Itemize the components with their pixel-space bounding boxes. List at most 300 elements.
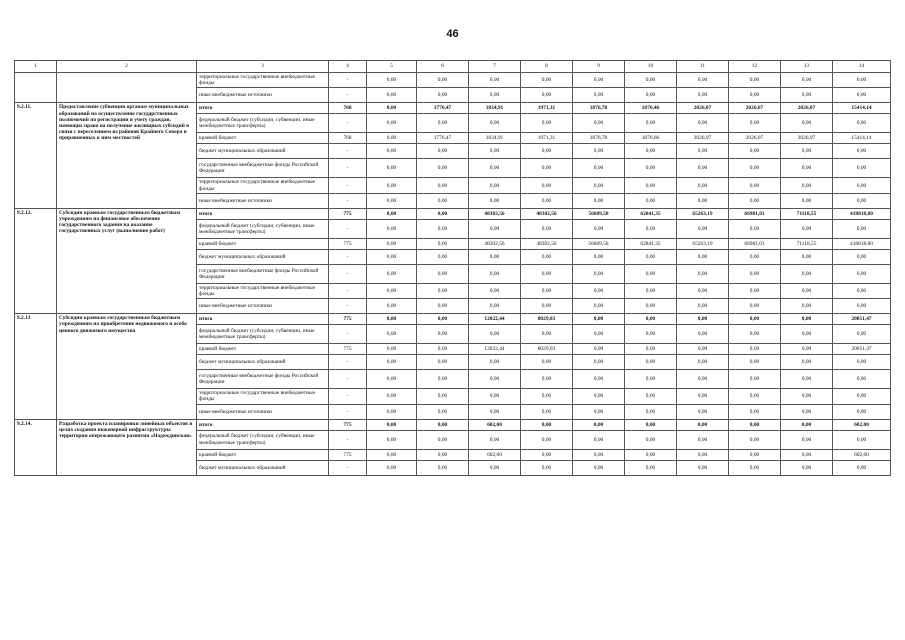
grbs-code-cell: - <box>329 144 367 159</box>
amount-cell: 0,00 <box>417 208 469 219</box>
funding-source: итого <box>197 419 329 430</box>
amount-cell: 0,00 <box>833 283 891 298</box>
funding-source: бюджет муниципальных образований <box>197 249 329 264</box>
amount-cell: 0,00 <box>367 430 417 449</box>
amount-cell: 1876,66 <box>625 133 677 144</box>
amount-cell: 0,00 <box>833 159 891 178</box>
amount-cell: 56609,58 <box>573 208 625 219</box>
funding-source: иные внебюджетные источники <box>197 299 329 314</box>
amount-cell: 0,00 <box>677 355 729 370</box>
amount-cell: 12022,44 <box>469 314 521 325</box>
funding-source: краевой бюджет <box>197 238 329 249</box>
amount-cell: 418818,80 <box>833 238 891 249</box>
amount-cell: 0,00 <box>781 419 833 430</box>
funding-source: краевой бюджет <box>197 344 329 355</box>
amount-cell: 0,00 <box>573 389 625 404</box>
grbs-code-cell: - <box>329 114 367 133</box>
grbs-code-cell: - <box>329 355 367 370</box>
amount-cell: 0,00 <box>781 449 833 460</box>
amount-cell: 0,00 <box>521 460 573 475</box>
amount-cell: 0,00 <box>417 88 469 103</box>
amount-cell: 1971,31 <box>521 103 573 114</box>
amount-cell: 0,00 <box>677 460 729 475</box>
amount-cell: 0,00 <box>469 283 521 298</box>
grbs-code-cell: - <box>329 159 367 178</box>
amount-cell: 0,00 <box>781 299 833 314</box>
column-header-row <box>15 61 891 73</box>
measure-description <box>57 73 197 103</box>
amount-cell: 0,00 <box>729 449 781 460</box>
amount-cell: 0,00 <box>521 88 573 103</box>
grbs-code-cell: 775 <box>329 314 367 325</box>
amount-cell: 0,00 <box>833 404 891 419</box>
amount-cell: 602,00 <box>833 449 891 460</box>
amount-cell: 0,00 <box>781 178 833 193</box>
amount-cell: 62841,35 <box>625 238 677 249</box>
amount-cell: 602,00 <box>833 419 891 430</box>
grbs-code-cell: - <box>329 249 367 264</box>
amount-cell: 0,00 <box>367 249 417 264</box>
amount-cell: 0,00 <box>573 193 625 208</box>
amount-cell: 0,00 <box>729 370 781 389</box>
measure-code: 9.2.12. <box>15 208 57 313</box>
amount-cell: 1971,31 <box>521 133 573 144</box>
measure-description: Разработка проекта планировки линейных объектов в целях создания инженерной инфраструктуры территории опережающего развития «Надеждинская» <box>57 419 197 475</box>
column-header: 13 <box>781 61 833 73</box>
amount-cell: 0,00 <box>367 370 417 389</box>
funding-source: итого <box>197 103 329 114</box>
amount-cell: 1834,91 <box>469 103 521 114</box>
amount-cell: 0,00 <box>729 355 781 370</box>
page-number: 46 <box>446 28 459 40</box>
amount-cell: 0,00 <box>367 159 417 178</box>
amount-cell: 0,00 <box>625 264 677 283</box>
funding-source: федеральный бюджет (субсидии, субвенции, иные межбюджетные трансферты) <box>197 430 329 449</box>
amount-cell: 0,00 <box>417 144 469 159</box>
amount-cell: 0,00 <box>573 264 625 283</box>
amount-cell: 0,00 <box>625 219 677 238</box>
funding-source: территориальные государственные внебюджетные фонды <box>197 283 329 298</box>
amount-cell: 62841,35 <box>625 208 677 219</box>
column-header: 7 <box>469 61 521 73</box>
amount-cell: 0,00 <box>625 344 677 355</box>
funding-source: федеральный бюджет (субсидии, субвенции, иные межбюджетные трансферты) <box>197 219 329 238</box>
funding-source: бюджет муниципальных образований <box>197 144 329 159</box>
amount-cell: 0,00 <box>833 370 891 389</box>
grbs-code-cell: - <box>329 219 367 238</box>
amount-cell: 0,00 <box>469 144 521 159</box>
column-header: 12 <box>729 61 781 73</box>
amount-cell: 66981,01 <box>729 208 781 219</box>
grbs-code-cell: 775 <box>329 238 367 249</box>
amount-cell: 0,00 <box>417 264 469 283</box>
amount-cell: 0,00 <box>625 114 677 133</box>
amount-cell: 0,00 <box>677 430 729 449</box>
funding-source: государственные внебюджетные фонды Российской Федерации <box>197 370 329 389</box>
amount-cell: 0,00 <box>677 264 729 283</box>
column-header: 11 <box>677 61 729 73</box>
amount-cell: 0,00 <box>367 419 417 430</box>
amount-cell: 0,00 <box>729 159 781 178</box>
amount-cell: 0,00 <box>625 88 677 103</box>
amount-cell: 0,00 <box>833 178 891 193</box>
amount-cell: 0,00 <box>781 219 833 238</box>
amount-cell: 48302,56 <box>521 208 573 219</box>
amount-cell: 0,00 <box>677 159 729 178</box>
amount-cell: 0,00 <box>729 460 781 475</box>
amount-cell: 20051,47 <box>833 344 891 355</box>
amount-cell: 0,00 <box>469 404 521 419</box>
amount-cell: 0,00 <box>367 178 417 193</box>
amount-cell: 0,00 <box>417 219 469 238</box>
amount-cell: 0,00 <box>729 344 781 355</box>
amount-cell: 48302,56 <box>469 208 521 219</box>
amount-cell: 0,00 <box>573 114 625 133</box>
amount-cell: 0,00 <box>573 144 625 159</box>
amount-cell: 0,00 <box>833 430 891 449</box>
amount-cell: 0,00 <box>367 103 417 114</box>
amount-cell: 0,00 <box>729 389 781 404</box>
amount-cell: 0,00 <box>729 314 781 325</box>
funding-source: краевой бюджет <box>197 133 329 144</box>
amount-cell: 0,00 <box>469 193 521 208</box>
amount-cell: 0,00 <box>833 460 891 475</box>
amount-cell: 0,00 <box>677 449 729 460</box>
measure-description: Субсидии краевым государственным бюджетным учреждениям на финансовое обеспечение государственного задания на оказание государственных услуг (выполнение работ) <box>57 208 197 313</box>
table-row <box>15 208 891 219</box>
amount-cell: 0,00 <box>729 283 781 298</box>
amount-cell: 1776,47 <box>417 133 469 144</box>
column-header: 14 <box>833 61 891 73</box>
amount-cell: 65263,19 <box>677 238 729 249</box>
amount-cell: 0,00 <box>417 460 469 475</box>
amount-cell: 48302,56 <box>521 238 573 249</box>
amount-cell: 0,00 <box>573 344 625 355</box>
amount-cell: 0,00 <box>781 344 833 355</box>
amount-cell: 0,00 <box>469 88 521 103</box>
column-header: 6 <box>417 61 469 73</box>
amount-cell: 0,00 <box>677 419 729 430</box>
amount-cell: 0,00 <box>625 325 677 344</box>
amount-cell: 0,00 <box>521 219 573 238</box>
amount-cell: 0,00 <box>573 73 625 88</box>
funding-source: территориальные государственные внебюджетные фонды <box>197 178 329 193</box>
amount-cell: 0,00 <box>367 404 417 419</box>
amount-cell: 0,00 <box>781 88 833 103</box>
amount-cell: 0,00 <box>367 208 417 219</box>
amount-cell: 0,00 <box>573 370 625 389</box>
amount-cell: 0,00 <box>521 159 573 178</box>
column-header: 3 <box>197 61 329 73</box>
amount-cell: 8029,03 <box>521 314 573 325</box>
amount-cell: 0,00 <box>573 419 625 430</box>
amount-cell: 0,00 <box>469 389 521 404</box>
amount-cell: 0,00 <box>521 299 573 314</box>
amount-cell: 0,00 <box>729 88 781 103</box>
amount-cell: 0,00 <box>367 449 417 460</box>
table-body <box>15 73 891 476</box>
amount-cell: 0,00 <box>833 325 891 344</box>
amount-cell: 0,00 <box>677 88 729 103</box>
column-header: 1 <box>15 61 57 73</box>
amount-cell: 0,00 <box>367 264 417 283</box>
measure-code: 9.2.14. <box>15 419 57 475</box>
funding-source: государственные внебюджетные фонды Российской Федерации <box>197 264 329 283</box>
amount-cell: 8029,03 <box>521 344 573 355</box>
amount-cell: 0,00 <box>677 299 729 314</box>
amount-cell: 0,00 <box>417 299 469 314</box>
amount-cell: 0,00 <box>367 144 417 159</box>
amount-cell: 0,00 <box>729 249 781 264</box>
amount-cell: 0,00 <box>833 114 891 133</box>
amount-cell: 0,00 <box>417 389 469 404</box>
grbs-code-cell: - <box>329 178 367 193</box>
amount-cell: 0,00 <box>521 325 573 344</box>
amount-cell: 0,00 <box>521 389 573 404</box>
amount-cell: 2026,07 <box>729 103 781 114</box>
amount-cell: 0,00 <box>521 193 573 208</box>
amount-cell: 0,00 <box>625 430 677 449</box>
amount-cell: 0,00 <box>625 389 677 404</box>
grbs-code-cell: - <box>329 389 367 404</box>
amount-cell: 2026,07 <box>729 133 781 144</box>
amount-cell: 0,00 <box>677 219 729 238</box>
amount-cell: 0,00 <box>367 299 417 314</box>
grbs-code-cell: - <box>329 460 367 475</box>
amount-cell: 0,00 <box>521 370 573 389</box>
amount-cell: 0,00 <box>469 114 521 133</box>
amount-cell: 2026,07 <box>677 133 729 144</box>
amount-cell: 0,00 <box>677 325 729 344</box>
amount-cell: 0,00 <box>367 219 417 238</box>
amount-cell: 0,00 <box>417 114 469 133</box>
amount-cell: 0,00 <box>521 283 573 298</box>
amount-cell: 0,00 <box>729 144 781 159</box>
amount-cell: 602,00 <box>469 449 521 460</box>
amount-cell: 66981,01 <box>729 238 781 249</box>
amount-cell: 0,00 <box>417 430 469 449</box>
amount-cell: 0,00 <box>469 299 521 314</box>
funding-source: федеральный бюджет (субсидии, субвенции, иные межбюджетные трансферты) <box>197 325 329 344</box>
column-header: 8 <box>521 61 573 73</box>
amount-cell: 1876,78 <box>573 133 625 144</box>
amount-cell: 0,00 <box>367 238 417 249</box>
measure-description: Субсидии краевым государственным бюджетным учреждениям на приобретение недвижимого и особо ценного движимого имущества <box>57 314 197 419</box>
grbs-code-cell: 768 <box>329 133 367 144</box>
amount-cell: 0,00 <box>833 299 891 314</box>
funding-source: бюджет муниципальных образований <box>197 355 329 370</box>
column-header: 10 <box>625 61 677 73</box>
amount-cell: 0,00 <box>781 264 833 283</box>
amount-cell: 0,00 <box>781 159 833 178</box>
amount-cell: 0,00 <box>417 159 469 178</box>
funding-source: территориальные государственные внебюджетные фонды <box>197 389 329 404</box>
amount-cell: 0,00 <box>833 219 891 238</box>
amount-cell: 0,00 <box>521 355 573 370</box>
grbs-code-cell: - <box>329 73 367 88</box>
funding-source: иные внебюджетные источники <box>197 404 329 419</box>
amount-cell: 0,00 <box>367 88 417 103</box>
amount-cell: 0,00 <box>417 344 469 355</box>
amount-cell: 0,00 <box>521 449 573 460</box>
amount-cell: 0,00 <box>417 238 469 249</box>
amount-cell: 1834,91 <box>469 133 521 144</box>
amount-cell: 0,00 <box>677 404 729 419</box>
amount-cell: 0,00 <box>781 370 833 389</box>
amount-cell: 0,00 <box>573 460 625 475</box>
table-row <box>15 314 891 325</box>
amount-cell: 0,00 <box>625 314 677 325</box>
amount-cell: 0,00 <box>469 430 521 449</box>
column-header: 2 <box>57 61 197 73</box>
amount-cell: 0,00 <box>833 389 891 404</box>
grbs-code-cell: - <box>329 404 367 419</box>
amount-cell: 0,00 <box>781 114 833 133</box>
amount-cell: 2026,07 <box>781 103 833 114</box>
amount-cell: 1776,47 <box>417 103 469 114</box>
amount-cell: 15414,14 <box>833 103 891 114</box>
amount-cell: 0,00 <box>573 430 625 449</box>
amount-cell: 0,00 <box>367 355 417 370</box>
amount-cell: 0,00 <box>367 389 417 404</box>
amount-cell: 0,00 <box>521 430 573 449</box>
amount-cell: 0,00 <box>677 178 729 193</box>
amount-cell: 48302,56 <box>469 238 521 249</box>
amount-cell: 0,00 <box>367 193 417 208</box>
amount-cell: 0,00 <box>521 249 573 264</box>
funding-source: итого <box>197 314 329 325</box>
amount-cell: 0,00 <box>625 249 677 264</box>
amount-cell: 0,00 <box>729 114 781 133</box>
column-header: 5 <box>367 61 417 73</box>
amount-cell: 0,00 <box>521 114 573 133</box>
amount-cell: 0,00 <box>833 88 891 103</box>
grbs-code-cell: - <box>329 430 367 449</box>
amount-cell: 0,00 <box>729 219 781 238</box>
table-row <box>15 73 891 88</box>
amount-cell: 0,00 <box>573 404 625 419</box>
amount-cell: 0,00 <box>417 178 469 193</box>
funding-source: государственные внебюджетные фонды Российской Федерации <box>197 159 329 178</box>
amount-cell: 0,00 <box>781 73 833 88</box>
amount-cell: 20051,47 <box>833 314 891 325</box>
amount-cell: 0,00 <box>469 355 521 370</box>
amount-cell: 0,00 <box>781 460 833 475</box>
amount-cell: 0,00 <box>469 325 521 344</box>
amount-cell: 0,00 <box>677 249 729 264</box>
amount-cell: 2026,07 <box>677 103 729 114</box>
amount-cell: 0,00 <box>781 325 833 344</box>
amount-cell: 0,00 <box>417 314 469 325</box>
amount-cell: 0,00 <box>367 325 417 344</box>
amount-cell: 12022,44 <box>469 344 521 355</box>
column-header: 4 <box>329 61 367 73</box>
grbs-code-cell: - <box>329 283 367 298</box>
amount-cell: 0,00 <box>521 73 573 88</box>
grbs-code-cell: 775 <box>329 449 367 460</box>
amount-cell: 0,00 <box>677 193 729 208</box>
amount-cell: 0,00 <box>833 73 891 88</box>
amount-cell: 0,00 <box>781 249 833 264</box>
amount-cell: 0,00 <box>417 370 469 389</box>
amount-cell: 0,00 <box>625 159 677 178</box>
measure-description: Предоставление субвенции органам муниципальных образований на осуществление государственных полномочий по регистрации и учету граждан, имеющих право на получение жилищных субсидий в связи с переселением из районов Крайнего Севера и приравненных к ним местностей <box>57 103 197 208</box>
amount-cell: 0,00 <box>417 449 469 460</box>
funding-source: федеральный бюджет (субсидии, субвенции, иные межбюджетные трансферты) <box>197 114 329 133</box>
amount-cell: 0,00 <box>417 325 469 344</box>
measure-code: 9.2.11. <box>15 103 57 208</box>
amount-cell: 0,00 <box>573 355 625 370</box>
amount-cell: 0,00 <box>469 460 521 475</box>
amount-cell: 0,00 <box>625 73 677 88</box>
amount-cell: 0,00 <box>573 88 625 103</box>
amount-cell: 0,00 <box>417 73 469 88</box>
grbs-code-cell: - <box>329 325 367 344</box>
amount-cell: 0,00 <box>781 389 833 404</box>
amount-cell: 602,00 <box>469 419 521 430</box>
amount-cell: 0,00 <box>729 299 781 314</box>
amount-cell: 0,00 <box>625 193 677 208</box>
amount-cell: 0,00 <box>677 283 729 298</box>
amount-cell: 0,00 <box>677 144 729 159</box>
measure-code <box>15 73 57 103</box>
amount-cell: 0,00 <box>417 404 469 419</box>
amount-cell: 0,00 <box>469 264 521 283</box>
amount-cell: 0,00 <box>833 193 891 208</box>
amount-cell: 0,00 <box>521 144 573 159</box>
amount-cell: 0,00 <box>677 389 729 404</box>
amount-cell: 0,00 <box>573 178 625 193</box>
amount-cell: 71118,55 <box>781 238 833 249</box>
amount-cell: 0,00 <box>417 283 469 298</box>
grbs-code-cell: 775 <box>329 419 367 430</box>
grbs-code-cell: 775 <box>329 208 367 219</box>
amount-cell: 0,00 <box>625 144 677 159</box>
amount-cell: 0,00 <box>833 355 891 370</box>
amount-cell: 0,00 <box>367 114 417 133</box>
amount-cell: 0,00 <box>521 404 573 419</box>
amount-cell: 0,00 <box>677 370 729 389</box>
funding-source: итого <box>197 208 329 219</box>
amount-cell: 0,00 <box>573 299 625 314</box>
amount-cell: 0,00 <box>677 73 729 88</box>
funding-source: бюджет муниципальных образований <box>197 460 329 475</box>
amount-cell: 0,00 <box>469 249 521 264</box>
amount-cell: 0,00 <box>729 264 781 283</box>
amount-cell: 0,00 <box>469 73 521 88</box>
amount-cell: 0,00 <box>781 144 833 159</box>
table-row <box>15 103 891 114</box>
amount-cell: 0,00 <box>367 73 417 88</box>
amount-cell: 0,00 <box>469 370 521 389</box>
table-row <box>15 419 891 430</box>
budget-table <box>14 60 891 476</box>
amount-cell: 0,00 <box>729 430 781 449</box>
amount-cell: 0,00 <box>417 355 469 370</box>
column-header: 9 <box>573 61 625 73</box>
amount-cell: 0,00 <box>469 219 521 238</box>
amount-cell: 0,00 <box>573 314 625 325</box>
amount-cell: 0,00 <box>833 144 891 159</box>
amount-cell: 0,00 <box>469 159 521 178</box>
amount-cell: 0,00 <box>781 283 833 298</box>
amount-cell: 1876,46 <box>625 103 677 114</box>
amount-cell: 0,00 <box>833 249 891 264</box>
amount-cell: 0,00 <box>781 404 833 419</box>
amount-cell: 0,00 <box>573 449 625 460</box>
amount-cell: 71118,55 <box>781 208 833 219</box>
amount-cell: 0,00 <box>417 249 469 264</box>
